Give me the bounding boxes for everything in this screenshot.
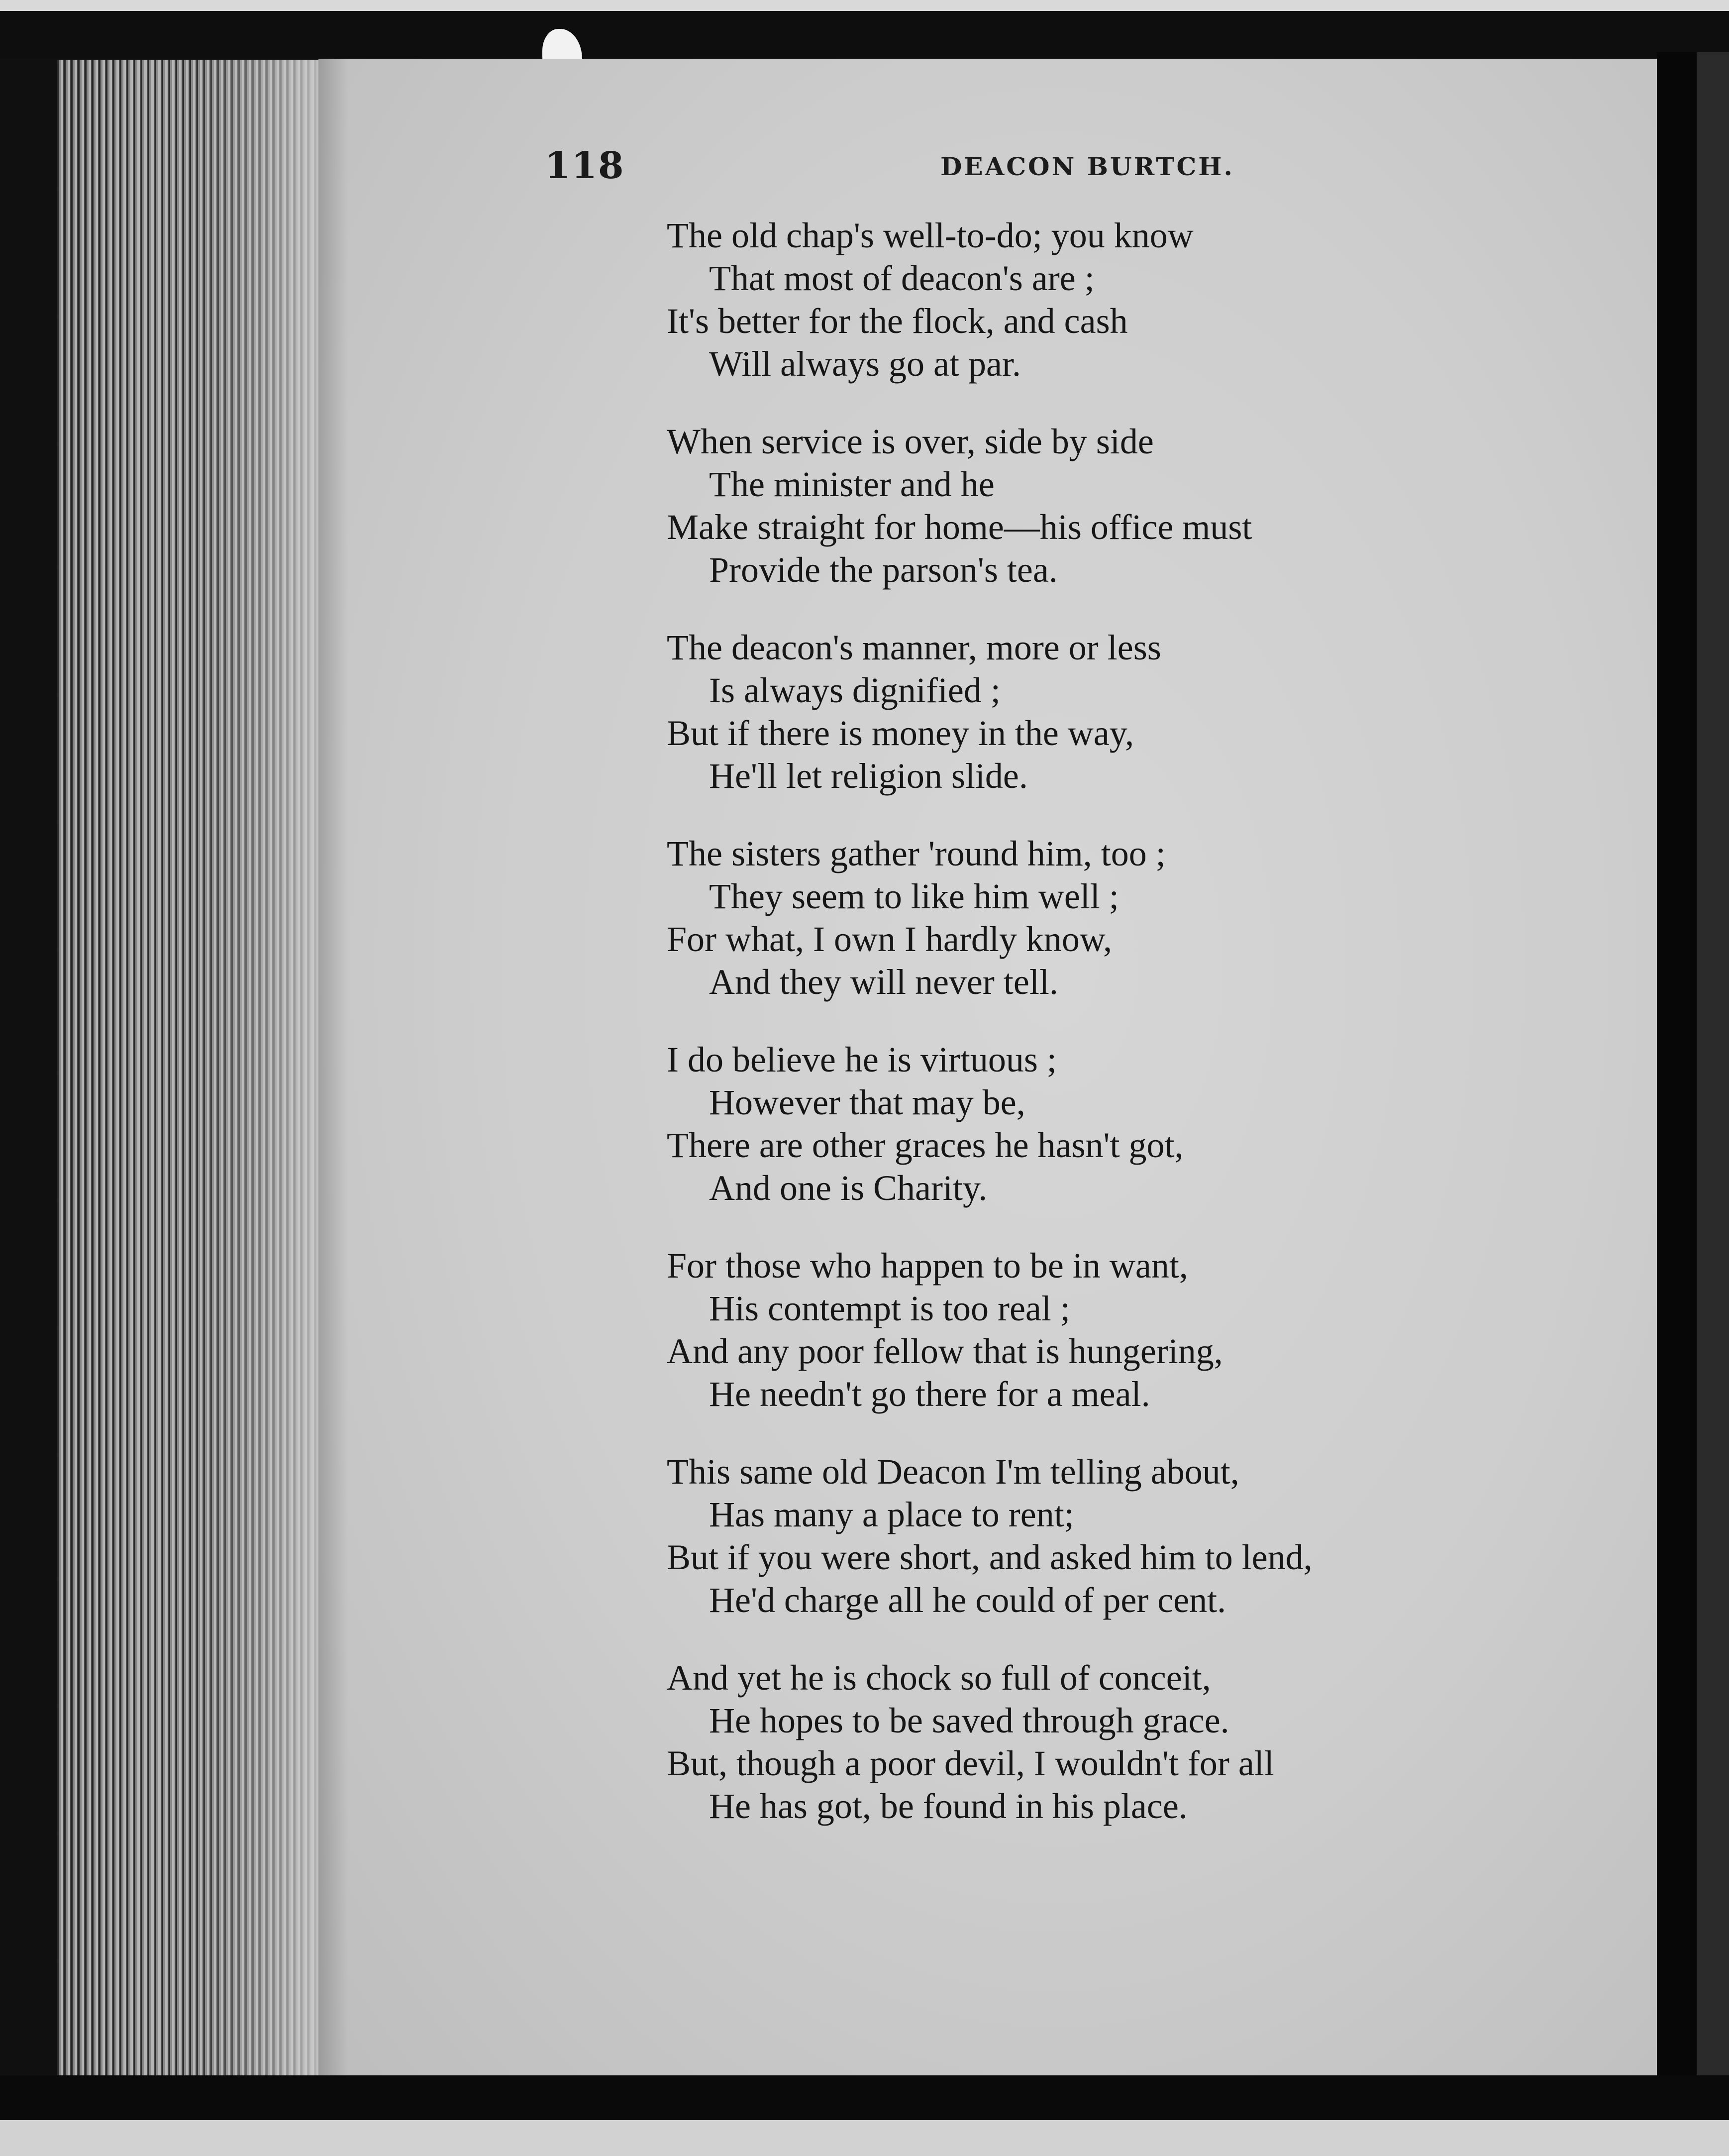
poem-line: For those who happen to be in want, [667, 1246, 1188, 1286]
page-number: 118 [545, 144, 625, 187]
poem-line: He hopes to be saved through grace. [709, 1701, 1229, 1740]
scan-right-edge [1697, 52, 1729, 2080]
poem-line: He has got, be found in his place. [709, 1786, 1188, 1826]
poem-line: And yet he is chock so full of conceit, [667, 1658, 1211, 1698]
poem-line: The deacon's manner, more or less [667, 628, 1161, 667]
stanza [667, 420, 1587, 591]
poem-line: They seem to like him well ; [709, 876, 1119, 916]
poem-line: He needn't go there for a meal. [709, 1374, 1150, 1414]
poem-line: The sisters gather 'round him, too ; [667, 834, 1166, 873]
scan-top-border [0, 0, 1729, 11]
poem-line: And one is Charity. [709, 1168, 988, 1208]
poem-line: Will always go at par. [709, 344, 1021, 384]
poem-line: However that may be, [709, 1082, 1025, 1122]
stanza [667, 1450, 1587, 1621]
poem-line: He'd charge all he could of per cent. [709, 1580, 1226, 1620]
stanza [667, 1656, 1587, 1828]
poem-line: This same old Deacon I'm telling about, [667, 1452, 1239, 1492]
stanza [667, 1038, 1587, 1209]
poem-line: But, though a poor devil, I wouldn't for all [667, 1743, 1274, 1783]
poem-line: But if there is money in the way, [667, 713, 1134, 753]
poem-line: But if you were short, and asked him to lend, [667, 1537, 1313, 1577]
poem-line: Make straight for home—his office must [667, 507, 1252, 547]
poem-line: And any poor fellow that is hungering, [667, 1331, 1223, 1371]
scan-top-shadow [0, 11, 1729, 58]
poem-line: I do believe he is virtuous ; [667, 1040, 1057, 1079]
poem-line: Provide the parson's tea. [709, 550, 1058, 590]
book-leaf-edges-fade [189, 60, 321, 2075]
stanza [667, 626, 1587, 797]
poem-line: And they will never tell. [709, 962, 1058, 1002]
scan-bottom-shadow [0, 2075, 1729, 2120]
scan-right-border [1657, 52, 1697, 2080]
running-head: DEACON BURTCH. [940, 152, 1234, 181]
stanza [667, 1244, 1587, 1415]
poem-line: His contempt is too real ; [709, 1289, 1070, 1328]
poem-line: It's better for the flock, and cash [667, 301, 1128, 341]
poem [667, 214, 1587, 1862]
stanza [667, 214, 1587, 385]
poem-line: He'll let religion slide. [709, 756, 1028, 796]
poem-line: Has many a place to rent; [709, 1495, 1074, 1534]
poem-line: For what, I own I hardly know, [667, 919, 1113, 959]
poem-line: When service is over, side by side [667, 422, 1154, 461]
poem-line: There are other graces he hasn't got, [667, 1125, 1184, 1165]
poem-line: That most of deacon's are ; [709, 258, 1095, 298]
scan-bottom-border [0, 2120, 1729, 2156]
stanza [667, 832, 1587, 1003]
poem-line: Is always dignified ; [709, 670, 1001, 710]
gutter-shadow [318, 59, 348, 2077]
poem-line: The minister and he [709, 464, 995, 504]
poem-line: The old chap's well-to-do; you know [667, 216, 1194, 255]
